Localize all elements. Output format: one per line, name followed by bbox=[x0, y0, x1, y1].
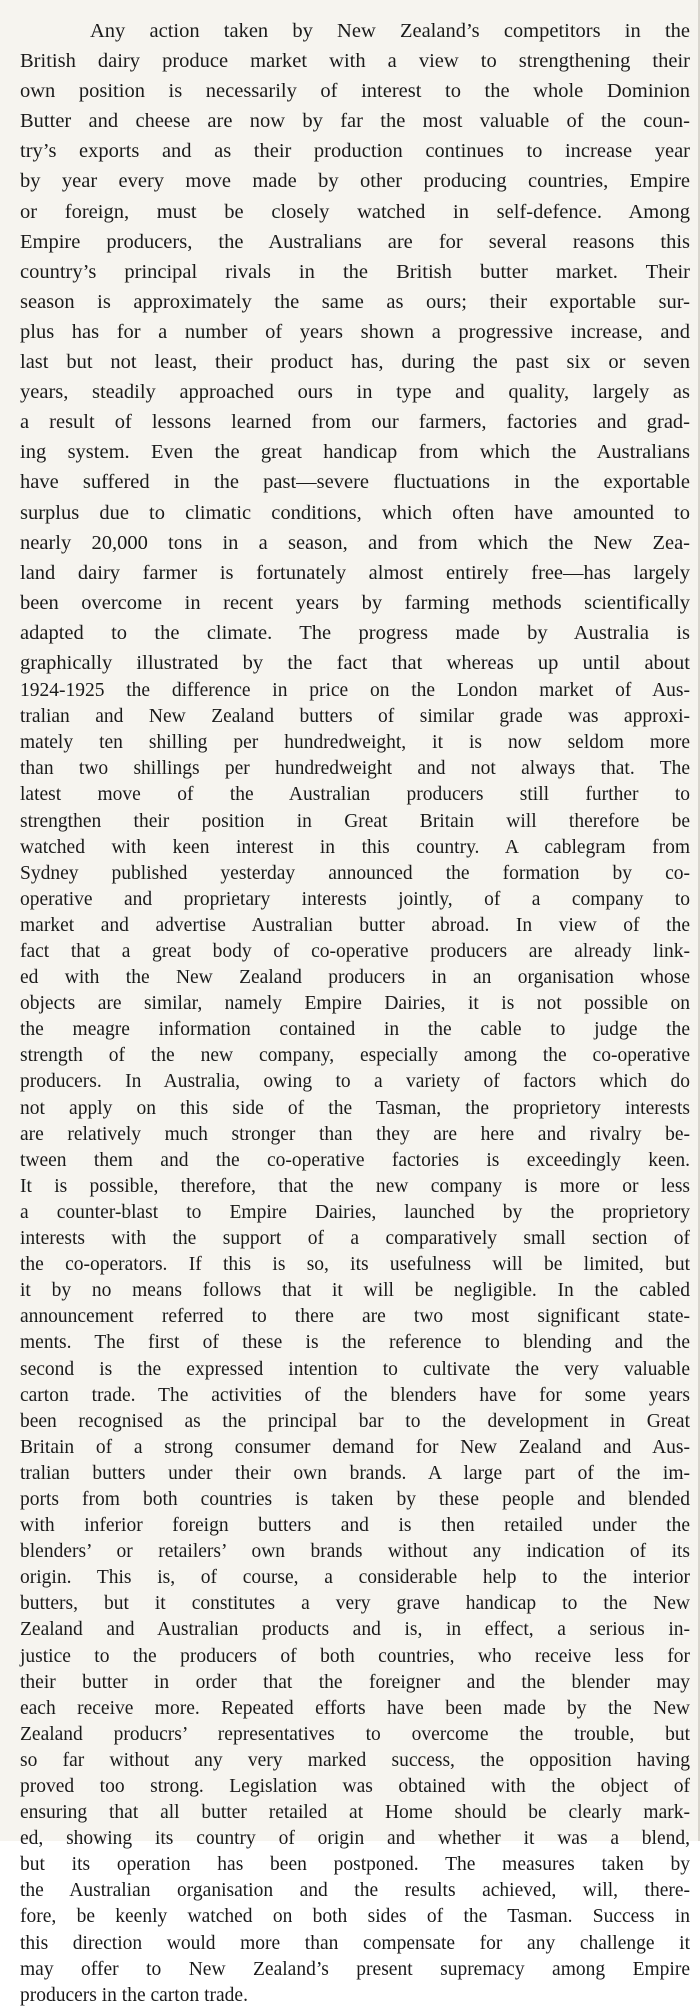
article-line: fore, be keenly watched on both sides of the Tasman. Success in bbox=[20, 1906, 690, 1928]
article-line: or foreign, must be closely watched in self-defence. Among bbox=[20, 200, 690, 223]
article-line: adapted to the climate. The progress made by Australia is bbox=[20, 621, 690, 644]
article-line: origin. This is, of course, a considerable help to the interior bbox=[20, 1567, 690, 1589]
article-line: blenders’ or retailers’ own brands without any indication of its bbox=[20, 1541, 690, 1563]
article-line: are relatively much stronger than they are here and rivalry be- bbox=[20, 1123, 690, 1145]
article-line: surplus due to climatic conditions, which often have amounted to bbox=[20, 501, 690, 524]
article-line: the co-operators. If this is so, its usefulness will be limited, but bbox=[20, 1254, 690, 1276]
article-line: tralian and New Zealand butters of similar grade was approxi- bbox=[20, 706, 690, 728]
article-line: mately ten shilling per hundredweight, it is now seldom more bbox=[20, 732, 690, 754]
article-line: producers in the carton trade. bbox=[20, 1984, 248, 2006]
article-line: than two shillings per hundredweight and not always that. The bbox=[20, 758, 690, 780]
article-paragraph-continued bbox=[20, 678, 690, 2009]
article-line: Empire producers, the Australians are for several reasons this bbox=[20, 230, 690, 253]
article-line: last but not least, their product has, during the past six or seven bbox=[20, 351, 690, 374]
article-line: carton trade. The activities of the blenders have for some years bbox=[20, 1384, 690, 1406]
article-line: ed, showing its country of origin and whether it was a blend, bbox=[20, 1828, 690, 1850]
article-line: been recognised as the principal bar to the development in Great bbox=[20, 1410, 690, 1432]
article-line: the meagre information contained in the cable to judge the bbox=[20, 1019, 690, 1041]
article-line: proved too strong. Legislation was obtained with the object of bbox=[20, 1776, 690, 1797]
article-line: so far without any very marked success, the opposition having bbox=[20, 1749, 690, 1771]
article-line: with inferior foreign butters and is then retailed under the bbox=[20, 1515, 690, 1537]
article-line: try’s exports and as their production continues to increase year bbox=[20, 140, 690, 163]
article-line: latest move of the Australian producers still further to bbox=[20, 784, 690, 806]
article-line: each receive more. Repeated efforts have been made by the New bbox=[20, 1697, 690, 1719]
article-line: strength of the new company, especially among the co-operative bbox=[20, 1045, 690, 1067]
article-line: graphically illustrated by the fact that whereas up until about bbox=[20, 651, 690, 674]
article-line: a result of lessons learned from our farmers, factories and grad- bbox=[20, 411, 690, 434]
article-line: watched with keen interest in this country. A cablegram from bbox=[20, 836, 690, 858]
article-line: Zealand producrs’ representatives to overcome the trouble, but bbox=[20, 1723, 690, 1745]
article-line: a counter-blast to Empire Dairies, launched by the proprietory bbox=[20, 1201, 690, 1223]
article-line: It is possible, therefore, that the new company is more or less bbox=[20, 1175, 690, 1197]
article-line: by year every move made by other producing countries, Empire bbox=[20, 170, 690, 193]
article-line: British dairy produce market with a view to strengthening their bbox=[20, 50, 690, 73]
article-line: it by no means follows that it will be negligible. In the cabled bbox=[20, 1280, 690, 1302]
article-line: years, steadily approached ours in type and quality, largely as bbox=[20, 381, 690, 404]
article-line: plus has for a number of years shown a progressive increase, and bbox=[20, 320, 690, 343]
article-line: land dairy farmer is fortunately almost entirely free—has largely bbox=[20, 561, 690, 584]
article-line: ensuring that all butter retailed at Home should be clearly mark- bbox=[20, 1802, 690, 1824]
article-line: country’s principal rivals in the British butter market. Their bbox=[20, 260, 690, 283]
article-line: this direction would more than compensate for any challenge it bbox=[20, 1932, 690, 1954]
article-line: second is the expressed intention to cultivate the very valuable bbox=[20, 1358, 690, 1380]
article-line: may offer to New Zealand’s present supremacy among Empire bbox=[20, 1958, 690, 1980]
article-line: season is approximately the same as ours; their exportable sur- bbox=[20, 290, 690, 313]
article-line: interests with the support of a comparatively small section of bbox=[20, 1228, 690, 1250]
article-line: tween them and the co-operative factories is exceedingly keen. bbox=[20, 1149, 690, 1171]
article-line: the Australian organisation and the results achieved, will, there- bbox=[20, 1880, 690, 1902]
article-line: their butter in order that the foreigner and the blender may bbox=[20, 1671, 690, 1693]
article-line: Any action taken by New Zealand’s competitors in the bbox=[90, 20, 690, 42]
article-line: but its operation has been postponed. The measures taken by bbox=[20, 1854, 690, 1876]
article-line: have suffered in the past—severe fluctuations in the exportable bbox=[20, 471, 690, 494]
article-line: justice to the producers of both countries, who receive less for bbox=[20, 1645, 690, 1667]
article-line: ports from both countries is taken by these people and blended bbox=[20, 1488, 690, 1510]
article-line: market and advertise Australian butter abroad. In view of the bbox=[20, 914, 690, 936]
article-line: Britain of a strong consumer demand for New Zealand and Aus- bbox=[20, 1436, 690, 1458]
article-line: nearly 20,000 tons in a season, and from which the New Zea- bbox=[20, 531, 690, 554]
article-line: strengthen their position in Great Britain will therefore be bbox=[20, 810, 690, 832]
article-line: producers. In Australia, owing to a variety of factors which do bbox=[20, 1071, 690, 1093]
article-line: announcement referred to there are two most significant state- bbox=[20, 1306, 690, 1328]
article-line: ments. The first of these is the reference to blending and the bbox=[20, 1332, 690, 1354]
article-paragraph bbox=[20, 16, 690, 678]
article-line: objects are similar, namely Empire Dairies, it is not possible on bbox=[20, 993, 690, 1015]
article-line: own position is necessarily of interest to the whole Dominion bbox=[20, 80, 690, 103]
editorial-article bbox=[20, 16, 690, 2009]
article-line: Zealand and Australian products and is, in effect, a serious in- bbox=[20, 1619, 690, 1641]
article-line: 1924-1925 the difference in price on the London market of Aus- bbox=[20, 680, 690, 702]
article-line: not apply on this side of the Tasman, the proprietory interests bbox=[20, 1097, 690, 1119]
article-line: Butter and cheese are now by far the most valuable of the coun- bbox=[20, 110, 690, 133]
article-line: butters, but it constitutes a very grave handicap to the New bbox=[20, 1593, 690, 1615]
article-line: ing system. Even the great handicap from which the Australians bbox=[20, 441, 690, 464]
article-line: fact that a great body of co-operative producers are already link- bbox=[20, 941, 690, 962]
article-line: been overcome in recent years by farming methods scientifically bbox=[20, 591, 690, 614]
article-line: ed with the New Zealand producers in an organisation whose bbox=[20, 967, 690, 989]
article-line: Sydney published yesterday announced the formation by co- bbox=[20, 862, 690, 884]
article-line: operative and proprietary interests jointly, of a company to bbox=[20, 888, 690, 910]
article-line: tralian butters under their own brands. A large part of the im- bbox=[20, 1462, 690, 1484]
